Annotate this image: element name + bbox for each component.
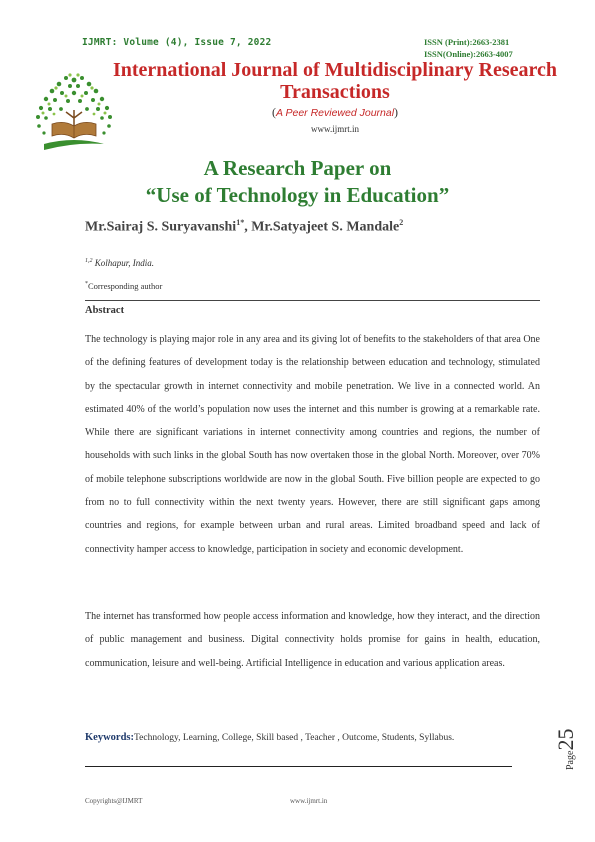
page-number — [553, 720, 589, 770]
footer-copyright: Copyrights@IJMRT — [85, 797, 143, 805]
journal-title-line2: Transactions — [280, 81, 390, 103]
corresponding-note — [85, 281, 162, 291]
author-1: Mr.Sairaj S. Suryavanshi — [85, 219, 237, 235]
author-2-marker: 2 — [399, 218, 404, 227]
corresponding-marker: * — [85, 281, 88, 288]
journal-title — [100, 59, 570, 103]
issn-print: ISSN (Print):2663-2381 — [424, 37, 510, 47]
author-2: Mr.Satyajeet S. Mandale — [251, 219, 400, 235]
affiliation-text: Kolhapur, India. — [92, 258, 155, 268]
abstract-paragraph-1: The technology is playing major role in any area and its giving lot of benefits to the stakeholders of that area One of the defining features of development today is the relationship between education and technology, stimulated by the spectacular growth in internet connectivity and mobile penetration. We live in a connected world. An estimated 40% of the world’s population now uses the internet and this number is growing at a remarkable rate. While there are significant variations in internet connectivity among countries and regions, the number of households with such links in the global South has now overtaken those in the global North. Moreover, over 70% of mobile telephone subscriptions worldwide are now in the global South. Five billion people are expected to go from no to full connectivity within the next twenty years. However, there are still significant gaps among countries and regions, for example between urban and rural areas. Limited broadband speed and lack of connectivity hamper access to knowledge, participation in society and economic development. — [85, 334, 540, 555]
journal-issue: IJMRT: Volume (4), Issue 7, 2022 — [82, 37, 272, 48]
keywords-text: Technology, Learning, College, Skill based , Teacher , Outcome, Students, Syllabus. — [134, 733, 455, 743]
peer-reviewed-text: A Peer Reviewed Journal — [275, 107, 395, 119]
paper-title-line1: A Research Paper on — [203, 156, 392, 180]
author-separator: , — [244, 219, 252, 235]
issn-online: ISSN(Online):2663-4007 — [424, 49, 513, 59]
peer-reviewed-note: (A Peer Reviewed Journal) — [271, 105, 399, 119]
journal-website[interactable]: www.ijmrt.in — [311, 124, 359, 134]
keywords — [85, 732, 454, 743]
page-number-value: 25 — [553, 728, 578, 751]
abstract-paragraph-2: The internet has transformed how people access information and knowledge, how they interact, and the direction of public management and business. Digital connectivity holds promise for gains in health, education, communication, leisure and well-being. Artificial Intelligence in education and various application areas. — [85, 611, 540, 669]
page-number-text — [553, 729, 579, 770]
affiliation — [85, 258, 154, 268]
corresponding-text: Corresponding author — [88, 281, 163, 291]
journal-title-line1: International Journal of Multidisciplinary Research — [112, 59, 558, 81]
authors — [85, 218, 403, 236]
keywords-label: Keywords: — [85, 732, 134, 743]
abstract-top-rule — [85, 300, 540, 301]
affiliation-marker: 1,2 — [85, 258, 93, 264]
paper-title-line2: “Use of Technology in Education” — [145, 183, 450, 207]
page-label: Page — [565, 750, 576, 770]
footer-website[interactable]: www.ijmrt.in — [290, 797, 328, 805]
footer-rule — [85, 766, 512, 767]
abstract-heading: Abstract — [85, 305, 125, 316]
author-1-marker: 1* — [236, 218, 245, 227]
